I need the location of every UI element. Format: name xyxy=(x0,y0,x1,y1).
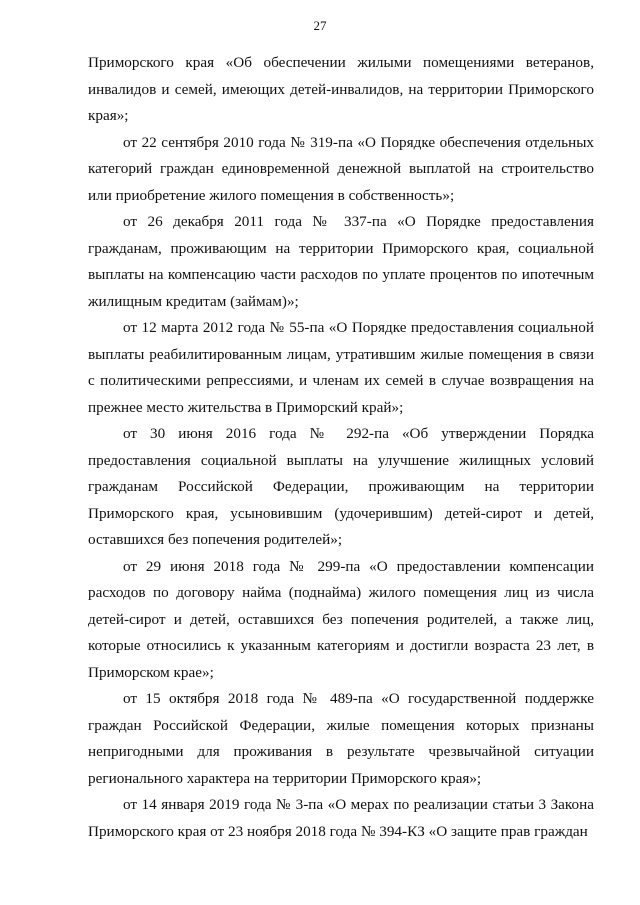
paragraph-decree-337: от 26 декабря 2011 года № 337-па «О Порядке предоставления гражданам, проживающим на территории Приморского края, социальной выплаты на компенсацию части расходов по уплате процентов по ипотечным жилищным кредитам (займам)»; xyxy=(88,213,594,310)
page-number: 27 xyxy=(313,18,327,33)
document-body xyxy=(88,50,594,845)
paragraph-decree-3: от 14 января 2019 года № 3-па «О мерах по реализации статьи 3 Закона Приморского края от 23 ноября 2018 года № 394-КЗ «О защите прав граждан xyxy=(88,796,594,840)
paragraph-continuation: Приморского края «Об обеспечении жилыми помещениями ветеранов, инвалидов и семей, имеющих детей-инвалидов, на территории Приморского края»; xyxy=(88,54,594,124)
paragraph-decree-299: от 29 июня 2018 года № 299-па «О предоставлении компенсации расходов по договору найма (поднайма) жилого помещения лиц из числа детей-сирот и детей, оставшихся без попечения родителей, а также лиц, которые относились к указанным категориям и достигли возраста 23 лет, в Приморском крае»; xyxy=(88,557,594,681)
paragraph-decree-292: от 30 июня 2016 года № 292-па «Об утверждении Порядка предоставления социальной выплаты на улучшение жилищных условий гражданам Российской Федерации, проживающим на территории Приморского края, усыновившим (удочерившим) детей-сирот и детей, оставшихся без попечения родителей»; xyxy=(88,425,594,548)
paragraph-decree-55: от 12 марта 2012 года № 55-па «О Порядке предоставления социальной выплаты реабилитированным лицам, утратившим жилые помещения в связи с политическими репрессиями, и членам их семей в случае возвращения на прежнее место жительства в Приморский край»; xyxy=(88,319,594,416)
paragraph-decree-489: от 15 октября 2018 года № 489-па «О государственной поддержке граждан Российской Федерации, жилые помещения которых признаны непригодными для проживания в результате чрезвычайной ситуации регионального характера на территории Приморского края»; xyxy=(88,690,594,787)
paragraph-decree-319: от 22 сентября 2010 года № 319-па «О Порядке обеспечения отдельных категорий граждан единовременной денежной выплатой на строительство или приобретение жилого помещения в собственность»; xyxy=(88,133,594,204)
